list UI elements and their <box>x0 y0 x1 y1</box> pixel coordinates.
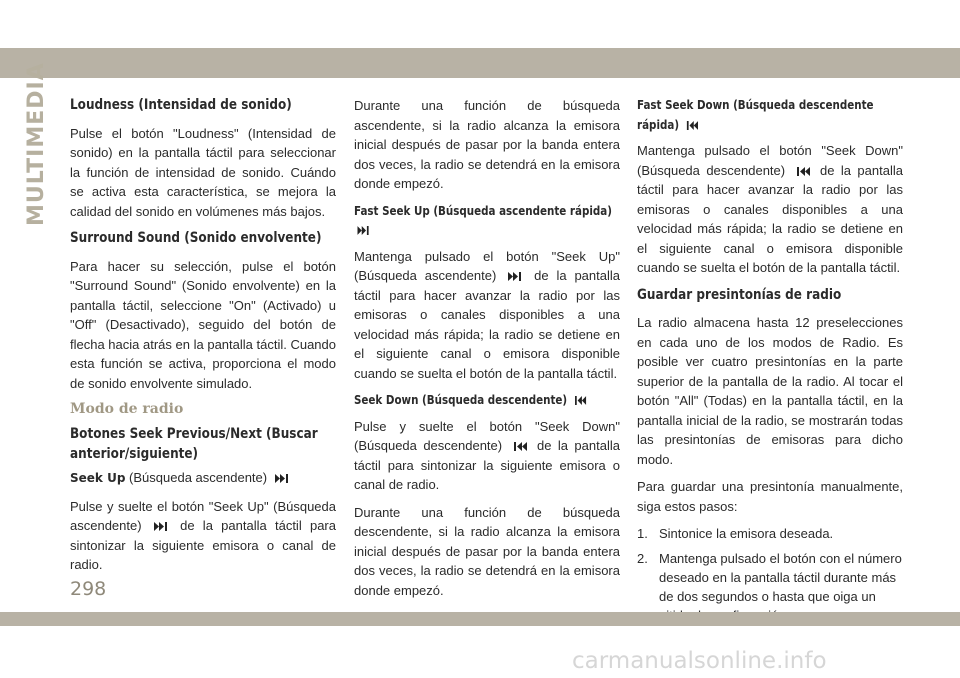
presets-heading: Guardar presintonías de radio <box>637 286 842 303</box>
fast-seek-up-text-b: de la pantalla táctil para hacer avanzar la radio por las emisoras o canales disponibles a una velocidad más rápida; la radio se detiene en el siguiente canal o emisora disponible cuando se suelta el botón de la pantalla táctil. <box>354 268 620 381</box>
column-1 <box>70 96 336 583</box>
column-3 <box>637 96 903 631</box>
seek-down-heading <box>354 391 619 411</box>
seek-down-title: Seek Down (Búsqueda descendente) <box>354 393 568 407</box>
header-bar <box>0 48 960 78</box>
fast-seek-up-paragraph <box>354 247 620 384</box>
seek-up-icon <box>275 474 289 483</box>
surround-heading: Surround Sound (Sonido envolvente) <box>70 230 322 246</box>
seek-up-line <box>70 468 336 489</box>
footer-bar <box>0 612 960 626</box>
column-2 <box>354 96 620 608</box>
fast-seek-down-text-b: de la pantalla táctil para hacer avanzar la radio por las emisoras o canales disponibles a una velocidad más rápida; la radio se detiene en el siguiente canal o emisora disponible cuando se suelta el botón de la pantalla táctil. <box>637 162 903 275</box>
step-number: 1. <box>637 526 648 541</box>
seek-down-icon <box>513 442 527 451</box>
loudness-heading: Loudness (Intensidad de sonido) <box>70 97 292 113</box>
seek-up-paragraph <box>70 497 336 575</box>
seek-down-paragraph <box>354 417 620 495</box>
seek-up-text-a: Pulse y suelte el botón "Seek Up" (Búsqueda ascendente) <box>70 498 336 533</box>
seek-down-wrap-paragraph: Durante una función de búsqueda descendente, si la radio alcanza la emisora inicial después de pasar por la banda entera dos veces, la radio se detendrá en la emisora donde empezó. <box>354 504 620 598</box>
seek-up-paren: (Búsqueda ascendente) <box>129 470 268 485</box>
loudness-paragraph: Pulse el botón "Loudness" (Intensidad de sonido) en la pantalla táctil para seleccionar la función de intensidad de sonido. Cuándo se activa esta característica, se mejora la calidad del sonido en volúmenes más bajos. <box>70 125 336 219</box>
step-number: 2. <box>637 551 648 566</box>
seek-down-icon <box>574 396 586 405</box>
presets-paragraph: La radio almacena hasta 12 preselecciones en cada uno de los modos de Radio. Es posible ver cuatro presintonías en la parte superior de la pantalla de la radio. Al tocar el botón "All" (Todas) en la pantalla táctil, en la pantalla inicial de la radio, se mostrarán todas las presintonías de emisoras para dicho modo. <box>637 315 903 467</box>
surround-paragraph: Para hacer su selección, pulse el botón "Surround Sound" (Sonido envolvente) en la pantalla táctil, seleccione "On" (Activado) u "Off" (Desactivado), seguido del botón de flecha hacia atrás en la pantalla táctil. Cuando esta función se activa, proporciona el modo de sonido envolvente simulado. <box>70 258 336 391</box>
seek-down-text-a: Pulse y suelte el botón "Seek Down" (Búsqueda descendente) <box>354 418 620 453</box>
section-side-label: MULTIMEDIA <box>24 62 49 226</box>
fast-seek-up-text-a: Mantenga pulsado el botón "Seek Up" (Búsqueda ascendente) <box>354 248 620 283</box>
seek-up-wrap-paragraph: Durante una función de búsqueda ascendente, si la radio alcanza la emisora inicial después de pasar por la banda entera dos veces, la radio se detendrá en la emisora donde empezó. <box>354 98 620 191</box>
top-margin <box>0 0 960 48</box>
fast-seek-up-heading <box>354 202 619 241</box>
seek-up-text-b: de la pantalla táctil para sintonizar la siguiente emisora o canal de radio. <box>70 518 336 572</box>
step-text: Mantenga pulsado el botón con el número deseado en la pantalla táctil durante más de dos segundos o hasta que oiga un <box>659 551 902 604</box>
fast-seek-down-paragraph <box>637 141 903 278</box>
seek-down-icon <box>796 167 810 176</box>
manual-preset-paragraph: Para guardar una presintonía manualmente, siga estos pasos: <box>637 479 903 514</box>
seek-up-icon <box>357 226 369 235</box>
seek-buttons-heading: Botones Seek Previous/Next (Buscar anterior/siguiente) <box>70 426 318 462</box>
radio-mode-heading: Modo de radio <box>70 401 184 417</box>
seek-down-icon <box>686 121 698 130</box>
step-text: Sintonice la emisora deseada. <box>659 526 834 541</box>
watermark: carmanualsonline.info <box>572 648 827 674</box>
seek-down-text-b: de la pantalla táctil para sintonizar la siguiente emisora o canal de radio. <box>354 438 620 492</box>
list-item <box>637 524 903 543</box>
fast-seek-up-title: Fast Seek Up (Búsqueda ascendente rápida) <box>354 203 612 218</box>
page-number: 298 <box>70 578 107 600</box>
seek-up-icon <box>154 522 168 531</box>
seek-up-icon <box>508 272 522 281</box>
fast-seek-down-text-a: Mantenga pulsado el botón "Seek Down" (Búsqueda descendente) <box>637 143 903 178</box>
fast-seek-down-title: Fast Seek Down (Búsqueda descendente rápida) <box>637 98 874 132</box>
fast-seek-down-heading <box>637 96 902 135</box>
seek-up-label: Seek Up <box>70 471 126 485</box>
